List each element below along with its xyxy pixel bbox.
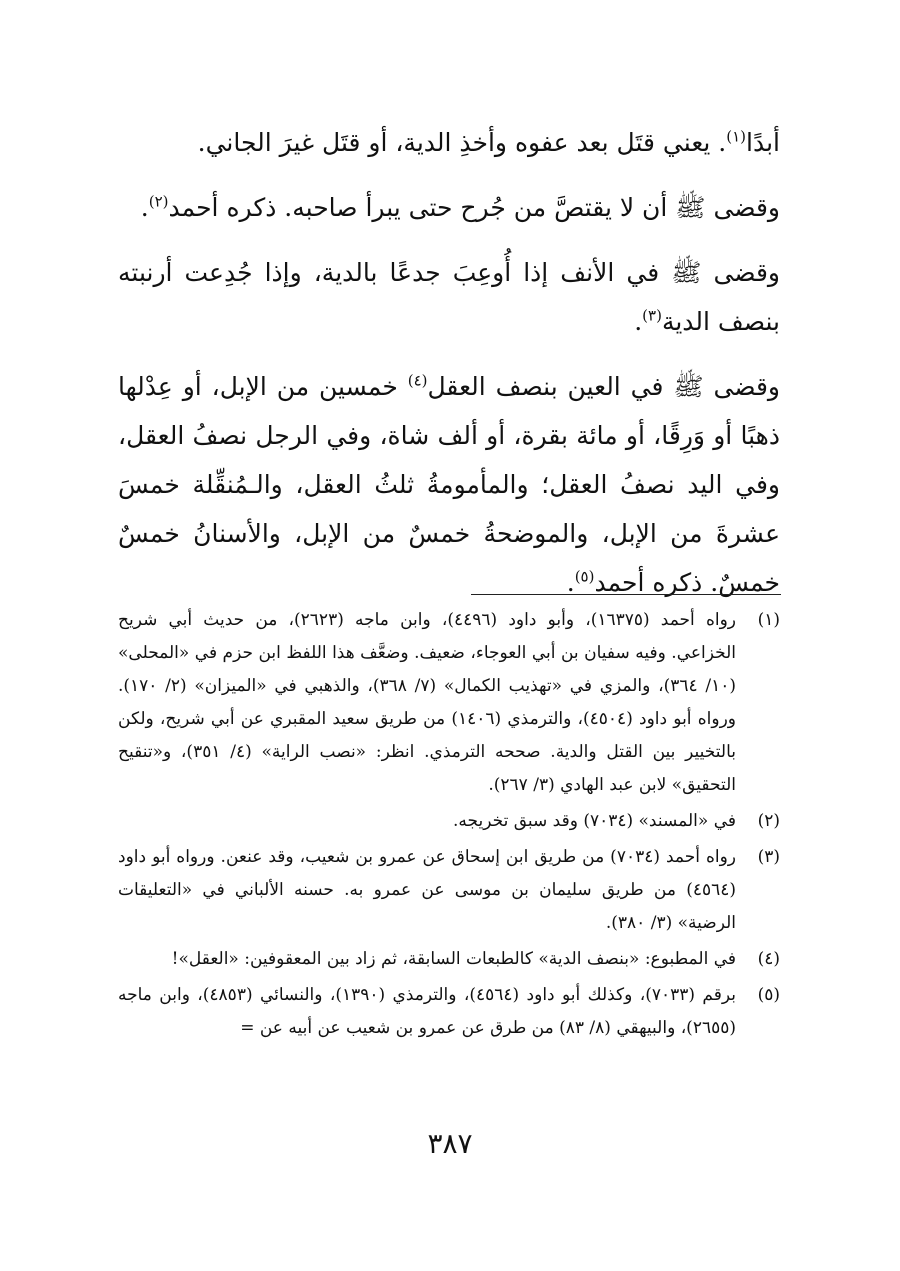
footnotes-section	[118, 604, 780, 1048]
footnote-number: (٢)	[757, 811, 780, 831]
footnote-text: برقم (٧٠٣٣)، وكذلك أبو داود (٤٥٦٤)، والترمذي (١٣٩٠)، والنسائي (٤٨٥٣)، وابن ماجه (٢٦٥٥)، والبيهقي (٨/ ٨٣) من طرق عن عمرو بن شعيب عن أبيه عن =	[118, 985, 736, 1038]
footnote-1	[118, 604, 780, 802]
paragraph-3: وقضى ﷺ في الأنف إذا أُوعِبَ جدعًا بالدية، وإذا جُدِعت أرنبته بنصف الدية$^{(٣)}$.	[118, 258, 780, 336]
footnote-3	[118, 841, 780, 940]
footnote-4	[118, 943, 780, 976]
paragraph-2: وقضى ﷺ أن لا يقتصَّ من جُرح حتى يبرأ صاحبه. ذكره أحمد$^{(٢)}$.	[140, 192, 780, 222]
footnote-number: (٥)	[757, 985, 780, 1005]
footnote-number: (٣)	[757, 847, 780, 867]
footnote-divider	[471, 594, 781, 595]
paragraph-1: أبدًا$^{(١)}$. يعني قتَل بعد عفوه وأخذِ الدية، أو قتَل غيرَ الجاني.	[197, 127, 780, 157]
footnote-ref-3[interactable]: (٣)	[642, 306, 662, 325]
paragraph-4: وقضى ﷺ في العين بنصف العقل$^{(٤)}$ خمسين من الإبل، أو عِدْلها ذهبًا أو وَرِقًا، أو مائة بقرة، أو ألف شاة، وفي الرجل نصفُ العقل، وفي اليد نصفُ العقل؛ والمأمومةُ ثلثُ العقل، والـمُنقِّلة خمسَ عشرةَ من الإبل، والموضحةُ خمسٌ من الإبل، والأسنانُ خمسٌ خمسٌ. ذكره أحمد$^{(٥)}$.	[118, 371, 780, 597]
footnote-number: (١)	[757, 610, 780, 630]
footnote-text: في المطبوع: «بنصف الدية» كالطبعات السابقة، ثم زاد بين المعقوفين: «العقل»!	[171, 949, 736, 969]
main-text	[118, 118, 780, 623]
footnote-5	[118, 979, 780, 1045]
footnote-number: (٤)	[757, 949, 780, 969]
footnote-ref-4[interactable]: (٤)	[407, 371, 428, 390]
footnote-text: في «المسند» (٧٠٣٤) وقد سبق تخريجه.	[453, 811, 736, 831]
footnote-ref-2[interactable]: (٢)	[148, 192, 169, 211]
footnote-2	[118, 805, 780, 838]
footnote-text: رواه أحمد (١٦٣٧٥)، وأبو داود (٤٤٩٦)، وابن ماجه (٢٦٢٣)، من حديث أبي شريح الخزاعي. وفيه سفيان بن أبي العوجاء، ضعيف. وضعَّف هذا اللفظ ابن حزم في «المحلى» (١٠/ ٣٦٤)، والمزي في «تهذيب الكمال» (٧/ ٣٦٨)، والذهبي في «الميزان» (٢/ ١٧٠). ورواه أبو داود (٤٥٠٤)، والترمذي (١٤٠٦) من طريق سعيد المقبري عن أبي شريح، ولكن بالتخيير بين القتل والدية. صححه الترمذي. انظر: «نصب الراية» (٤/ ٣٥١)، و«تنقيح التحقيق» لابن عبد الهادي (٣/ ٢٦٧).	[118, 610, 737, 795]
footnote-ref-1[interactable]: (١)	[726, 127, 747, 146]
page-number: ٣٨٧	[427, 1127, 473, 1160]
footnote-text: رواه أحمد (٧٠٣٤) من طريق ابن إسحاق عن عمرو بن شعيب، وقد عنعن. ورواه أبو داود (٤٥٦٤) من طريق سليمان بن موسى عن عمرو به. حسنه الألباني في «التعليقات الرضية» (٣/ ٣٨٠).	[118, 847, 736, 933]
footnote-ref-5[interactable]: (٥)	[574, 567, 595, 586]
